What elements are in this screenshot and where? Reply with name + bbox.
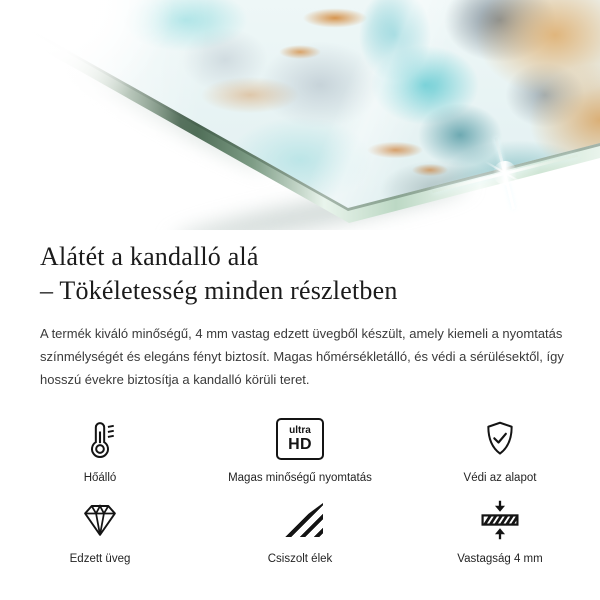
ultra-hd-icon-text-top: ultra	[289, 424, 311, 436]
ultra-hd-icon-text-bottom: HD	[288, 435, 312, 453]
feature-label: Hőálló	[83, 472, 117, 484]
feature-label: Edzett üveg	[69, 553, 131, 565]
feature-polished-edges	[200, 496, 400, 565]
page-title	[40, 240, 560, 308]
feature-label: Vastagság 4 mm	[457, 553, 543, 565]
feature-hd-print	[200, 415, 400, 484]
feature-heat-resistant	[0, 415, 200, 484]
page-title-line1: Alátét a kandalló alá	[40, 242, 259, 271]
feature-protects-base	[400, 415, 600, 484]
page-title-line2: – Tökéletesség minden részletben	[40, 276, 398, 305]
shield-check-icon	[480, 415, 520, 463]
feature-label: Védi az alapot	[463, 472, 537, 484]
feature-tempered-glass	[0, 496, 200, 565]
thickness-icon	[478, 496, 522, 544]
ultra-hd-icon	[276, 415, 324, 463]
product-description: A termék kiváló minőségű, 4 mm vastag edzett üvegből készült, amely kiemeli a nyomtatás színmélységét és elegáns fényt biztosít. Magas hőmérsékletálló, és védi a sérülésektől, így hosszú évekre biztosítja a kandalló körüli teret.	[40, 326, 564, 387]
feature-label: Magas minőségű nyomtatás	[228, 472, 372, 484]
product-hero-image	[0, 0, 600, 230]
thermometer-icon	[80, 415, 120, 463]
polished-edges-icon	[277, 496, 323, 544]
diamond-icon	[78, 496, 122, 544]
feature-thickness	[400, 496, 600, 565]
feature-label: Csiszolt élek	[267, 553, 333, 565]
features-grid	[0, 415, 600, 565]
product-description-section	[0, 240, 600, 565]
